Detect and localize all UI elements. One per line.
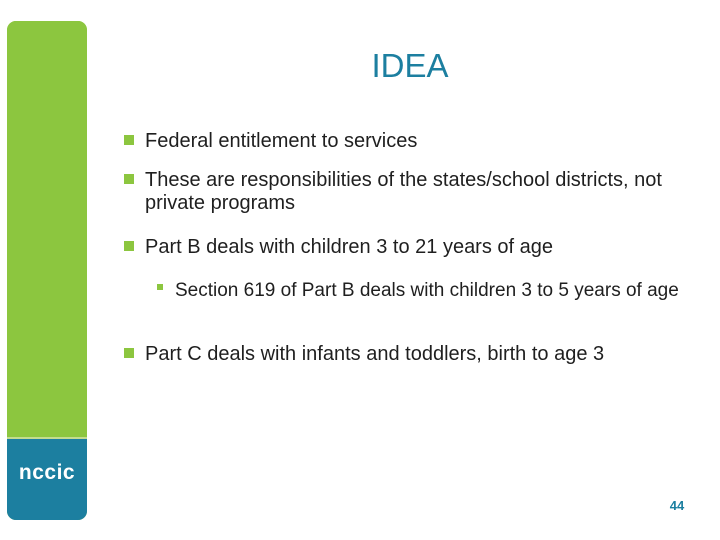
bullet-item: Federal entitlement to services <box>145 130 418 152</box>
bullet-marker-icon <box>124 135 134 145</box>
bullet-item: These are responsibilities of the states/school districts, not private programs <box>145 169 662 214</box>
bullet-item: Part B deals with children 3 to 21 years of age <box>145 236 554 258</box>
bullet-marker-icon <box>124 174 134 184</box>
sub-bullet-item: Section 619 of Part B deals with children 3 to 5 years of age <box>175 280 679 301</box>
bullet-item: Part C deals with infants and toddlers, birth to age 3 <box>145 343 605 365</box>
nccic-logo: nccic <box>18 461 76 484</box>
page-number: 44 <box>669 498 685 513</box>
slide-title: IDEA <box>371 47 449 84</box>
bullet-marker-icon <box>124 241 134 251</box>
bullet-marker-icon <box>124 348 134 358</box>
sub-bullet-marker-icon <box>157 284 163 290</box>
